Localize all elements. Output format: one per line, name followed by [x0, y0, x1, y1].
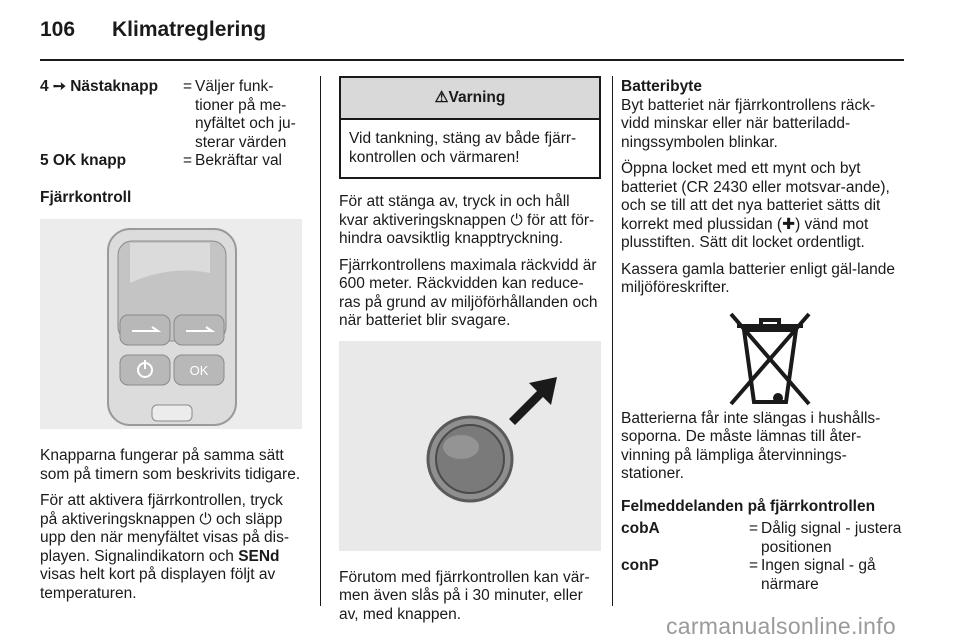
definition-value: Bekräftar val	[195, 152, 283, 169]
column-2	[339, 76, 601, 632]
definition-row: 4 ➙ Nästaknapp = Väljer funk-tioner på me-nyfältet och ju-sterar värden	[40, 78, 302, 152]
column-divider	[320, 76, 321, 606]
section-heading: Felmeddelanden på fjärrkontrollen	[621, 497, 876, 515]
ok-button-label: OK	[189, 363, 209, 378]
section-heading: Fjärrkontroll	[40, 188, 132, 206]
heater-button-image	[339, 341, 601, 551]
crossed-bin-icon	[621, 306, 902, 410]
remote-control-image	[40, 219, 302, 429]
paragraph: Byt batteriet när fjärrkontrollens räck-vidd minskar eller när batteriladd-ningssymbolen blinkar.	[621, 96, 876, 151]
definition-value: Väljer funk-tioner på me-nyfältet och ju-sterar värden	[195, 78, 296, 151]
error-table	[621, 520, 902, 594]
definition-key: 4 ➙ Nästaknapp	[40, 78, 159, 95]
column-3	[621, 78, 902, 594]
column-divider	[612, 76, 613, 606]
definition-row: 5 OK knapp = Bekräftar val	[40, 152, 302, 171]
paragraph: För att stänga av, tryck in och håll kvar aktiveringsknappen ⏻ för att för-hindra oavsiktlig knapptryckning.	[339, 193, 595, 247]
definition-key: 5 OK knapp	[40, 152, 127, 169]
page-number: 106	[40, 18, 76, 41]
page-title: Klimatreglering	[112, 18, 267, 41]
error-row: conP = Ingen signal - gå närmare	[621, 557, 902, 594]
warning-box	[339, 76, 601, 179]
error-code: cobA	[621, 520, 660, 537]
error-text: Ingen signal - gå närmare	[761, 557, 876, 593]
column-1	[40, 78, 302, 611]
warning-icon: ⚠	[434, 89, 449, 106]
warning-text: Vid tankning, stäng av både fjärr-kontrollen och värmaren!	[349, 130, 577, 166]
paragraph: Fjärrkontrollens maximala räckvidd är 600 meter. Räckvidden kan reduce-ras på grund av miljöförhållanden och när batteriet blir svagare.	[339, 256, 598, 329]
section-heading: Batteribyte	[621, 78, 702, 95]
paragraph: Knapparna fungerar på samma sätt som på timern som beskrivits tidigare.	[40, 447, 301, 483]
header-rule	[40, 59, 904, 61]
error-text: Dålig signal - justera positionen	[761, 520, 902, 556]
paragraph: Batterierna får inte slängas i hushålls-soporna. De måste lämnas till åter-vinning på lämpliga återvinnings-stationer.	[621, 409, 881, 482]
paragraph: För att aktivera fjärrkontrollen, tryck på aktiveringsknappen ⏻ och släpp upp den när menyfältet visas på dis-playen. Signalindikatorn och SENd visas helt kort på displayen följt av temperaturen.	[40, 492, 289, 602]
paragraph: Kassera gamla batterier enligt gäl-lande miljöföreskrifter.	[621, 260, 895, 296]
error-row: cobA = Dålig signal - justera positionen	[621, 520, 902, 556]
error-code: conP	[621, 557, 659, 574]
paragraph: Förutom med fjärrkontrollen kan vär-men även slås på i 30 minuter, eller av, med knappen.	[339, 568, 590, 623]
page-header	[40, 18, 266, 42]
watermark: carmanualsonline.info	[665, 613, 896, 639]
warning-header	[341, 78, 599, 120]
warning-title: Varning	[448, 89, 506, 106]
paragraph: Öppna locket med ett mynt och byt batteriet (CR 2430 eller motsvar-ande), och se till att det nya batteriet sätts dit korrekt med plussidan (✚) vänd mot plusstiften. Sätt dit locket ordentligt.	[621, 160, 890, 251]
